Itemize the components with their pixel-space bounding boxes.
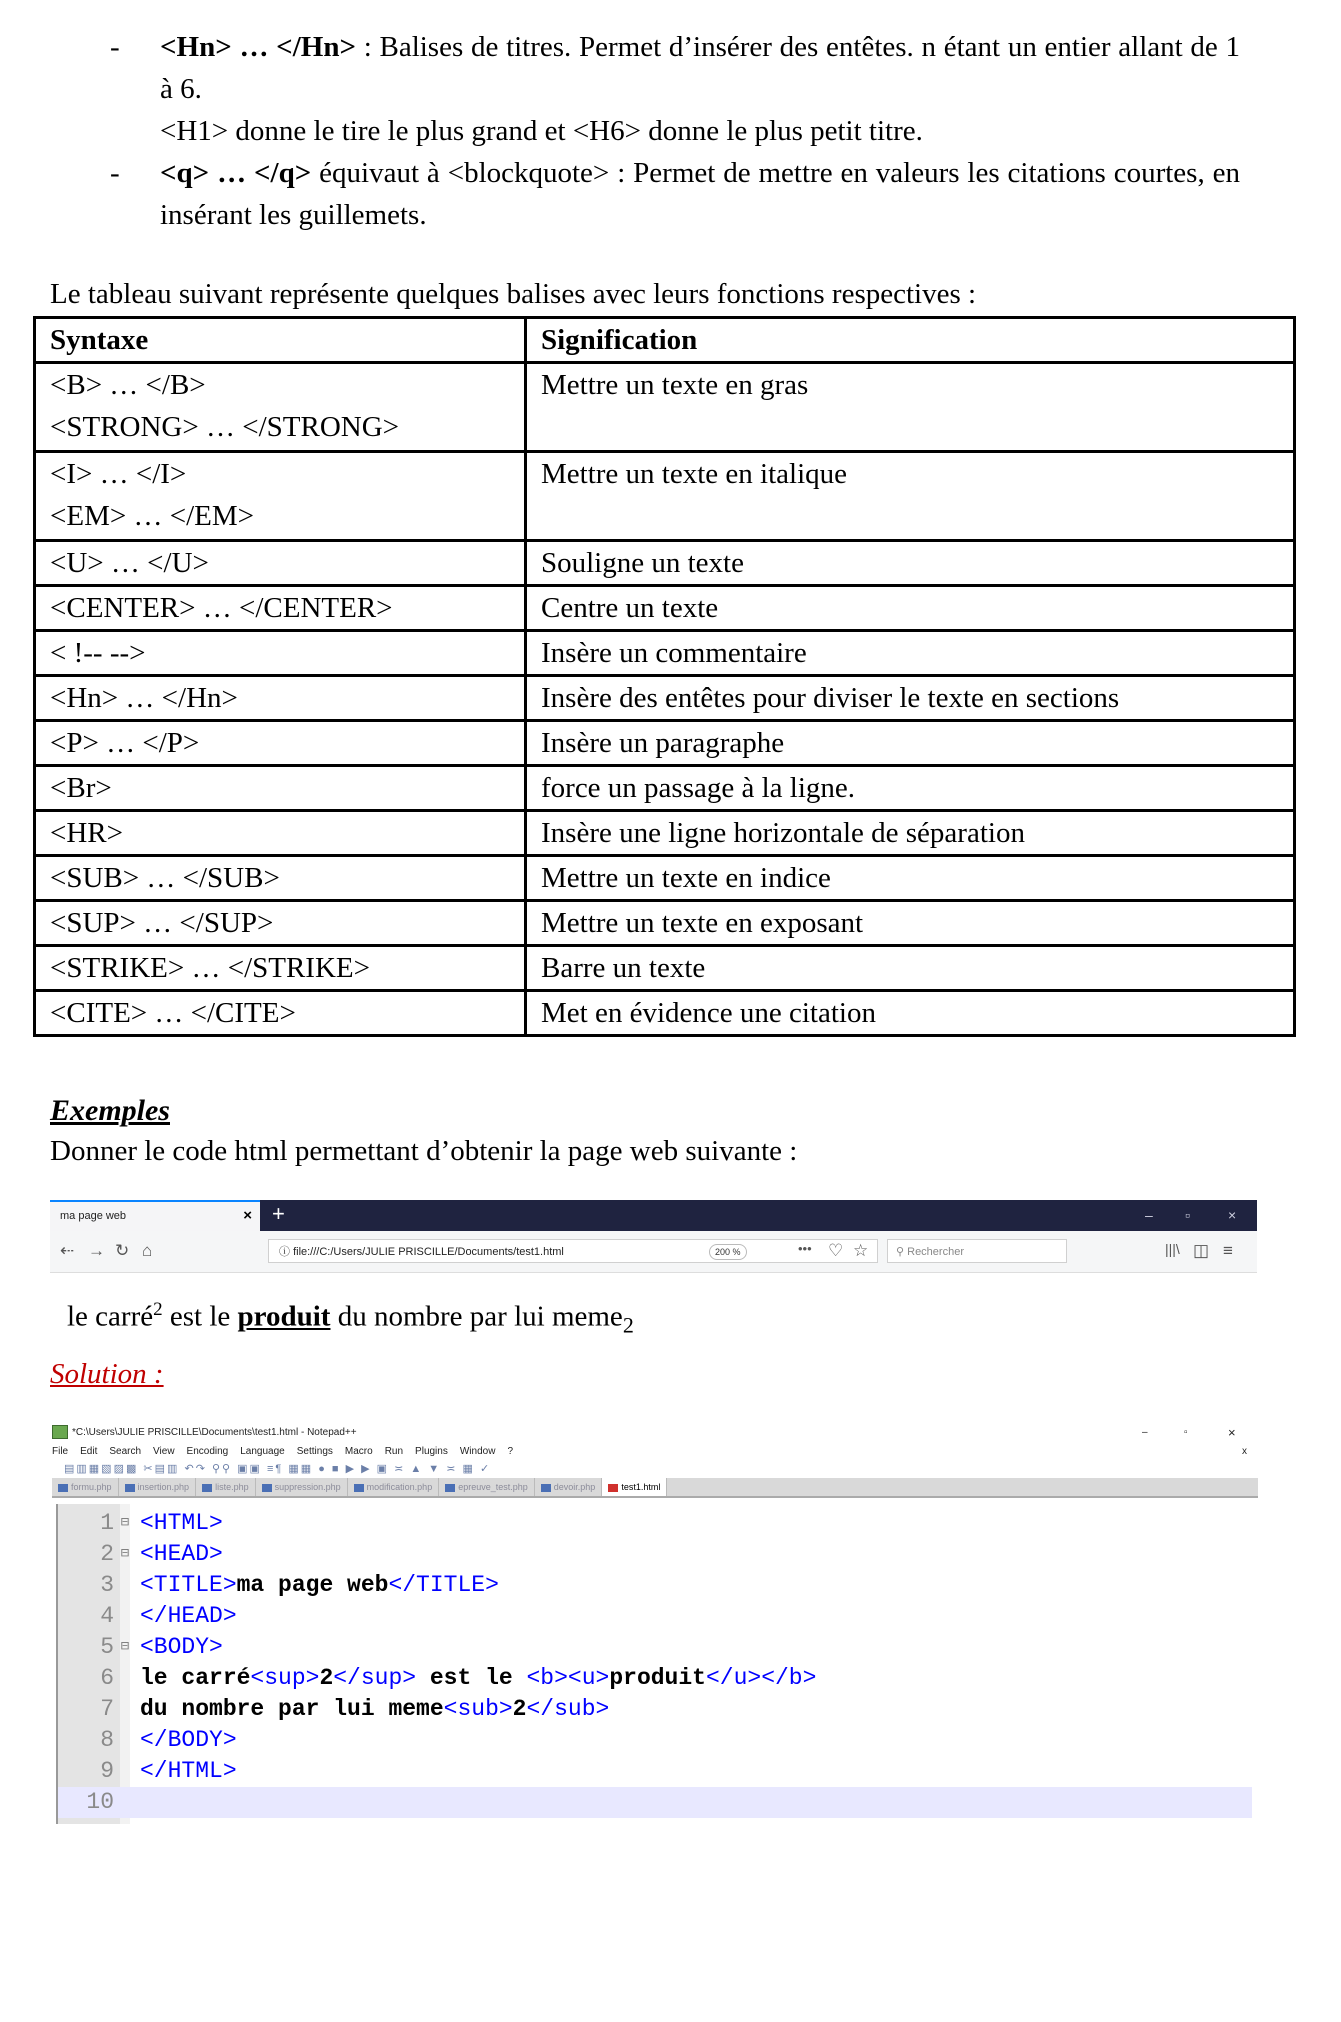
code-text: le carré<sup>2</sup> est le <b><u>produit</u></b> [140, 1665, 817, 1691]
sidebar-icon[interactable]: ◫ [1193, 1241, 1210, 1260]
code-line[interactable] [58, 1539, 1252, 1570]
cell-meaning: Insère un paragraphe [526, 721, 1295, 766]
cell-syntax [35, 586, 526, 631]
balises-table [33, 316, 1296, 1037]
new-tab-icon[interactable]: + [272, 1201, 285, 1226]
bullet-hn-line2: <H1> donne le tire le plus grand et <H6> donne le plus petit titre. [160, 115, 923, 147]
syntax-line: <STRIKE> … </STRIKE> [50, 952, 370, 984]
home-icon[interactable]: ⌂ [142, 1241, 153, 1260]
save-disk-icon [202, 1484, 212, 1492]
browser-tab-title: ma page web [60, 1210, 127, 1222]
bullet-text [160, 26, 1240, 110]
cell-syntax [35, 856, 526, 901]
cell-meaning: Mettre un texte en exposant [526, 901, 1295, 946]
code-line[interactable] [58, 1663, 1252, 1694]
file-tab-label: insertion.php [137, 1482, 190, 1492]
code-line[interactable] [58, 1601, 1252, 1632]
cell-meaning: Met en évidence une citation [526, 991, 1295, 1036]
line-number: 10 [86, 1789, 114, 1815]
code-text: <HTML> [140, 1510, 223, 1536]
examples-prompt: Donner le code html permettant d’obtenir la page web suivante : [50, 1135, 798, 1167]
menu-item[interactable]: Run [384, 1446, 404, 1457]
save-disk-icon [541, 1484, 551, 1492]
code-line[interactable] [58, 1725, 1252, 1756]
cell-syntax [35, 991, 526, 1036]
code-line[interactable] [58, 1632, 1252, 1663]
cell-syntax [35, 946, 526, 991]
menu-item[interactable]: Settings [296, 1446, 333, 1457]
table-intro: Le tableau suivant représente quelques balises avec leurs fonctions respectives : [50, 278, 977, 310]
file-tab-label: epreuve_test.php [458, 1482, 528, 1492]
rendered-web-text [67, 1290, 634, 1345]
table-row [35, 766, 1295, 811]
file-tab-label: formu.php [71, 1482, 112, 1492]
cell-meaning: Mettre un texte en gras [526, 363, 1295, 452]
notepad-tabs [52, 1478, 1258, 1498]
syntax-line: < !-- --> [50, 637, 146, 669]
url-bar[interactable] [268, 1239, 878, 1263]
browser-screenshot [50, 1200, 1257, 1272]
file-tab[interactable] [119, 1478, 197, 1496]
tag-q: <q> … </q> [160, 157, 312, 189]
window-close-icon[interactable]: × [1228, 1425, 1236, 1440]
file-tab[interactable] [439, 1478, 535, 1496]
syntax-line: <SUB> … </SUB> [50, 862, 280, 894]
tag-hn: <Hn> … </Hn> [160, 31, 356, 63]
syntax-line: <HR> [50, 817, 123, 849]
search-input[interactable] [887, 1239, 1067, 1263]
minimize-icon[interactable]: – [1145, 1207, 1153, 1223]
line-number: 7 [100, 1696, 114, 1722]
more-icon[interactable]: ••• [798, 1241, 812, 1256]
file-tab-label: modification.php [366, 1482, 433, 1492]
pocket-icon[interactable]: ♡ [828, 1241, 844, 1260]
close-icon[interactable]: × [243, 1207, 252, 1224]
line-number: 2 [100, 1541, 114, 1567]
cell-meaning: Mettre un texte en indice [526, 856, 1295, 901]
line-number: 8 [100, 1727, 114, 1753]
file-tab[interactable] [256, 1478, 348, 1496]
file-tab-label: devoir.php [553, 1482, 596, 1492]
save-disk-icon [125, 1484, 135, 1492]
cell-meaning: force un passage à la ligne. [526, 766, 1295, 811]
cell-meaning: Mettre un texte en italique [526, 452, 1295, 541]
maximize-icon[interactable]: ▫ [1184, 1427, 1188, 1438]
code-text: du nombre par lui meme<sub>2</sub> [140, 1696, 610, 1722]
line-number: 1 [100, 1510, 114, 1536]
rendered-part3: du nombre par lui meme [330, 1300, 623, 1333]
code-line[interactable] [58, 1787, 1252, 1818]
doc-close-icon[interactable]: x [1242, 1446, 1247, 1457]
syntax-line: <STRONG> … </STRONG> [50, 411, 400, 443]
syntax-line: <Br> [50, 772, 112, 804]
file-tab-label: test1.html [621, 1482, 661, 1492]
bullet-text [160, 152, 1240, 236]
syntax-line: <I> … </I> [50, 458, 187, 490]
back-icon[interactable]: ⇠ [60, 1241, 75, 1260]
cell-meaning: Barre un texte [526, 946, 1295, 991]
forward-icon[interactable]: → [88, 1241, 105, 1260]
url-text: file:///C:/Users/JULIE PRISCILLE/Documents/test1.html [293, 1246, 564, 1258]
code-text: <HEAD> [140, 1541, 223, 1567]
file-tab[interactable] [52, 1478, 119, 1496]
table-row [35, 541, 1295, 586]
bullet-q [110, 152, 1240, 236]
solution-title: Solution : [50, 1358, 164, 1390]
table-row [35, 363, 1295, 452]
syntax-line: <Hn> … </Hn> [50, 682, 238, 714]
info-icon: ⓘ [279, 1246, 294, 1258]
browser-tab[interactable] [50, 1200, 260, 1231]
rendered-part2: est le [162, 1300, 238, 1333]
code-line[interactable] [58, 1756, 1252, 1787]
table-body [35, 363, 1295, 1036]
menu-item[interactable]: ? [507, 1446, 513, 1457]
browser-tabbar [50, 1200, 1257, 1231]
save-disk-icon [354, 1484, 364, 1492]
menu-item[interactable]: Encoding [186, 1446, 229, 1457]
header-signification: Signification [526, 318, 1295, 363]
rendered-sup: 2 [153, 1299, 163, 1320]
cell-syntax [35, 541, 526, 586]
notepad-window [52, 1422, 1258, 1824]
cell-meaning: Insère un commentaire [526, 631, 1295, 676]
bullet-hn-desc: : Balises de titres. Permet d’insérer des entêtes. n étant un entier allant de 1 à 6. [160, 31, 1241, 105]
syntax-line: <CENTER> … </CENTER> [50, 592, 393, 624]
table-row [35, 676, 1295, 721]
cell-syntax [35, 363, 526, 452]
cell-syntax [35, 766, 526, 811]
rendered-bold-underline: produit [237, 1300, 331, 1333]
notepad-menubar [52, 1444, 1258, 1460]
table-row [35, 586, 1295, 631]
table-header-row [35, 318, 1295, 363]
zoom-badge[interactable]: 200 % [709, 1244, 747, 1260]
fold-marker-icon[interactable]: ⊟ [120, 1639, 130, 1655]
line-number: 3 [100, 1572, 114, 1598]
cell-meaning: Centre un texte [526, 586, 1295, 631]
cell-syntax [35, 676, 526, 721]
line-number: 9 [100, 1758, 114, 1784]
save-disk-icon [608, 1484, 618, 1492]
header-syntaxe: Syntaxe [35, 318, 526, 363]
table-row [35, 452, 1295, 541]
bookmark-star-icon[interactable]: ☆ [853, 1241, 869, 1260]
maximize-icon[interactable]: ▫ [1185, 1207, 1190, 1223]
save-disk-icon [58, 1484, 68, 1492]
code-text: <TITLE>ma page web</TITLE> [140, 1572, 499, 1598]
browser-navbar [50, 1231, 1257, 1273]
line-number: 6 [100, 1665, 114, 1691]
fold-marker-icon[interactable]: ⊟ [120, 1515, 130, 1531]
cell-syntax [35, 811, 526, 856]
cell-syntax [35, 631, 526, 676]
table-row [35, 856, 1295, 901]
search-placeholder: Rechercher [907, 1246, 964, 1258]
menu-item[interactable]: Window [459, 1446, 496, 1457]
menu-item[interactable]: Macro [344, 1446, 373, 1457]
cell-meaning: Insère une ligne horizontale de séparation [526, 811, 1295, 856]
file-tab[interactable] [535, 1478, 603, 1496]
table-row [35, 901, 1295, 946]
examples-title: Exemples [50, 1094, 170, 1127]
menu-item[interactable]: View [153, 1446, 175, 1457]
save-disk-icon [262, 1484, 272, 1492]
line-number: 5 [100, 1634, 114, 1660]
code-text: </HEAD> [140, 1603, 237, 1629]
bullet-dash: - [110, 31, 120, 63]
toolbar-icons[interactable]: ▤▥▦▧▨▩ ✂▤▥ ↶↷ ⚲⚲ ▣▣ ≡¶ ▦▦ ● ■ ▶ ▶ ▣ ≍ ▲ ▼ ≍ ▦ ✓ [64, 1463, 492, 1475]
reload-icon[interactable]: ↻ [115, 1241, 130, 1260]
menu-item[interactable]: File [52, 1446, 69, 1457]
fold-marker-icon[interactable]: ⊟ [120, 1546, 130, 1562]
syntax-line: <SUP> … </SUP> [50, 907, 274, 939]
library-icon[interactable]: |||\ [1165, 1241, 1180, 1257]
cell-syntax [35, 721, 526, 766]
table-row [35, 721, 1295, 766]
file-tab-label: suppression.php [274, 1482, 341, 1492]
code-line[interactable] [58, 1694, 1252, 1725]
menu-item[interactable]: Edit [80, 1446, 98, 1457]
code-line[interactable] [58, 1508, 1252, 1539]
syntax-line: <U> … </U> [50, 547, 209, 579]
syntax-line: <P> … </P> [50, 727, 200, 759]
bullet-hn [110, 26, 1240, 152]
code-text: <BODY> [140, 1634, 223, 1660]
menu-item[interactable]: Language [240, 1446, 285, 1457]
file-tab[interactable] [196, 1478, 256, 1496]
save-disk-icon [445, 1484, 455, 1492]
cell-meaning: Insère des entêtes pour diviser le texte en sections [526, 676, 1295, 721]
code-line[interactable] [58, 1570, 1252, 1601]
cell-syntax [35, 452, 526, 541]
code-editor[interactable] [56, 1504, 1252, 1824]
minimize-icon[interactable]: – [1142, 1427, 1148, 1438]
table-row [35, 811, 1295, 856]
code-text: </BODY> [140, 1727, 237, 1753]
cell-meaning: Souligne un texte [526, 541, 1295, 586]
menu-item[interactable]: Plugins [415, 1446, 448, 1457]
code-text: </HTML> [140, 1758, 237, 1784]
line-number: 4 [100, 1603, 114, 1629]
file-tab-label: liste.php [215, 1482, 249, 1492]
syntax-line: <EM> … </EM> [50, 500, 254, 532]
search-icon: ⚲ [896, 1246, 908, 1258]
menu-icon[interactable]: ≡ [1223, 1241, 1233, 1260]
notepad-titlebar [52, 1422, 1258, 1444]
table-row [35, 631, 1295, 676]
file-tab[interactable] [348, 1478, 440, 1496]
bullet-q-desc: équivaut à <blockquote> : Permet de mettre en valeurs les citations courtes, en insérant les guillemets. [160, 157, 1240, 231]
table-row [35, 946, 1295, 991]
window-close-icon[interactable]: × [1228, 1207, 1237, 1223]
menu-item[interactable]: Search [109, 1446, 142, 1457]
file-tab[interactable] [602, 1478, 667, 1496]
rendered-part1: le carré [67, 1300, 154, 1333]
notepad-toolbar [52, 1460, 1258, 1478]
table-row [35, 991, 1295, 1036]
syntax-line: <B> … </B> [50, 369, 206, 401]
syntax-line: <CITE> … </CITE> [50, 997, 296, 1029]
bullet-dash: - [110, 157, 120, 189]
notepad-title: *C:\Users\JULIE PRISCILLE\Documents\test1.html - Notepad++ [72, 1427, 357, 1438]
rendered-sub: 2 [622, 1312, 634, 1338]
cell-syntax [35, 901, 526, 946]
notepad-logo-icon [52, 1425, 68, 1439]
